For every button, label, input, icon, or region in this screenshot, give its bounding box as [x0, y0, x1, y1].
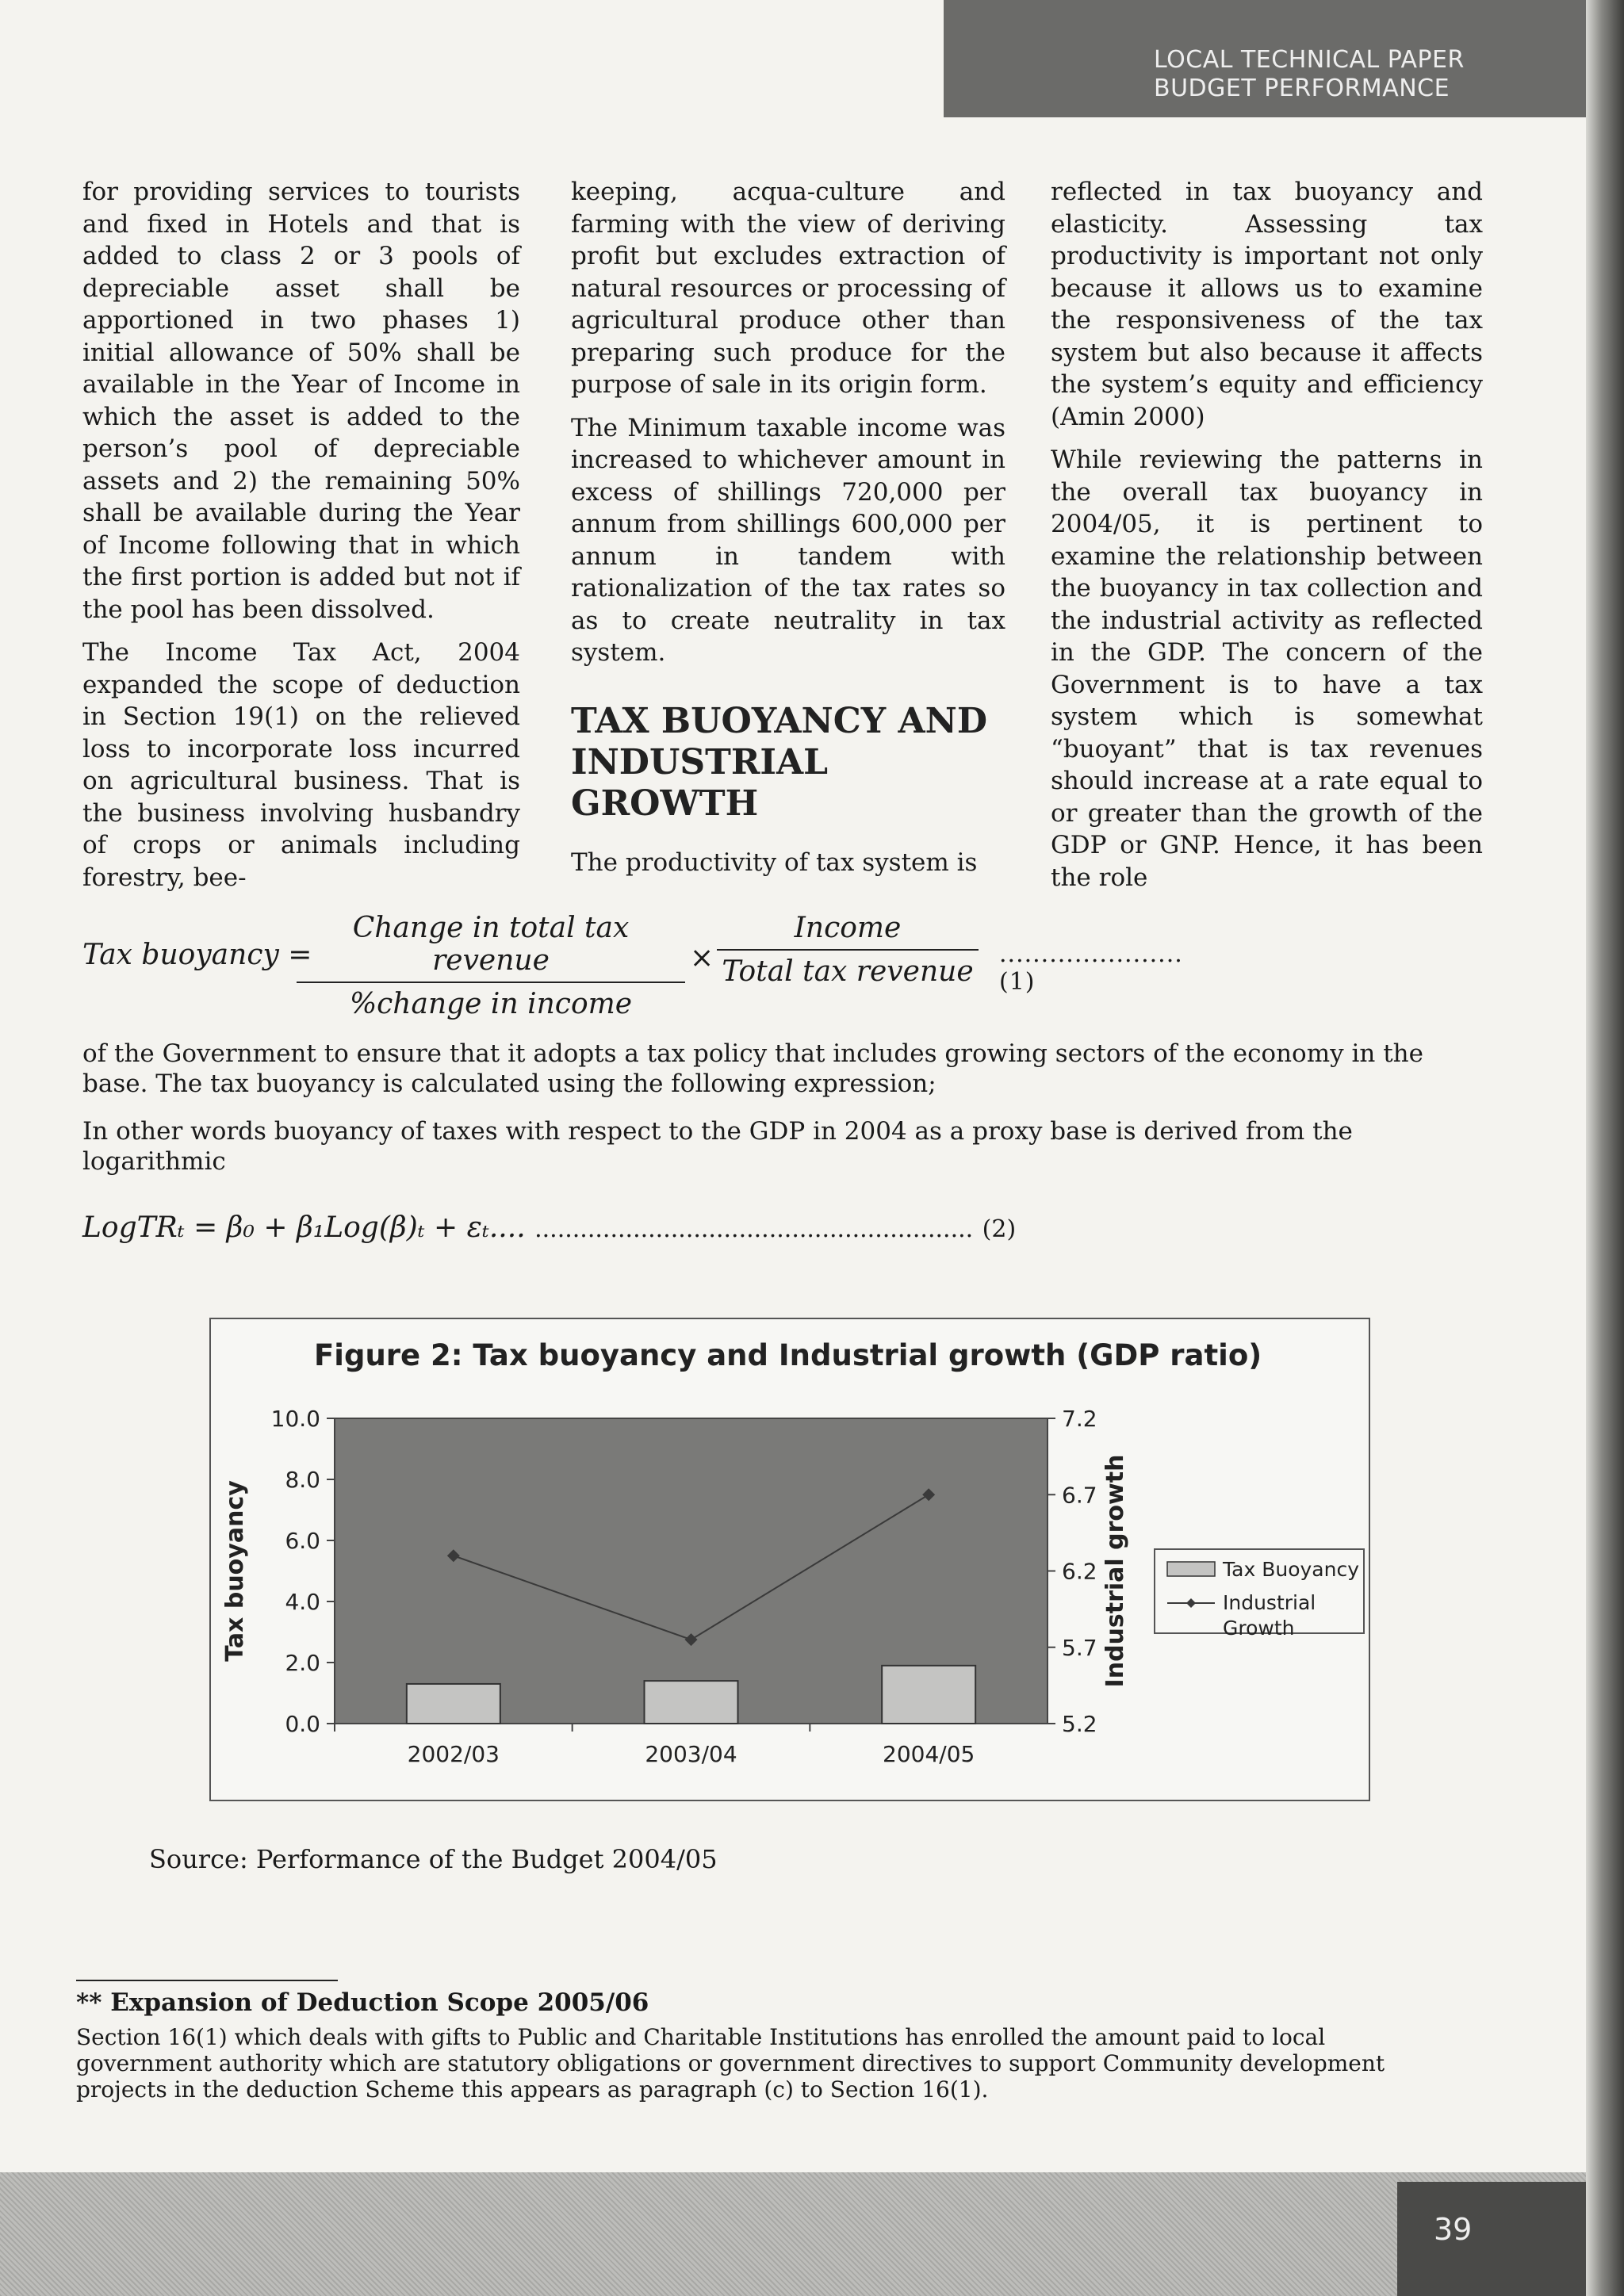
legend-bar-swatch	[1167, 1562, 1215, 1576]
y-tick-label-2: 4.0	[285, 1589, 320, 1615]
y2-tick-label-4: 7.2	[1062, 1406, 1097, 1432]
col3-paragraph-1: reflected in tax buoyancy and elasticity. Assessing tax productivity is important not only because it allows us to examine the responsiveness of the tax system but also because it affects the system’s equity and efficiency (Amin 2000)	[1051, 178, 1483, 431]
equation-1-numerator-2: Income	[717, 912, 979, 951]
col1-paragraph-1: for providing services to tourists and fixed in Hotels and that is added to class 2 or 3 pools of depreciable asset shall be apportioned in two phases 1) initial allowance of 50% shall be available in the Year of Income in which the asset is added to the person’s pool of depreciable assets and 2) the remaining 50% shall be available during the Year of Income following that in which the first portion is added but not if the pool has been dissolved.	[82, 178, 520, 624]
header-line-1: LOCAL TECHNICAL PAPER	[1154, 46, 1465, 74]
y2-tick-label-1: 5.7	[1062, 1634, 1097, 1661]
equation-2-dots: ..........................................................	[534, 1215, 974, 1243]
y2-tick-label-3: 6.7	[1062, 1482, 1097, 1509]
equation-1-times: ×	[690, 942, 714, 974]
y-tick-label-1: 2.0	[285, 1650, 320, 1676]
equation-1	[82, 912, 1208, 1020]
y-tick-label-5: 10.0	[270, 1406, 320, 1432]
y2-tick-label-2: 6.2	[1062, 1558, 1097, 1585]
equation-1-numerator-1: Change in total tax revenue	[297, 912, 685, 983]
page-number: 39	[1434, 2212, 1473, 2247]
col2-paragraph-2: The Minimum taxable income was increased to whichever amount in excess of shillings 720,000 per annum from shillings 600,000 per annum in tandem with rationalization of the tax rates so as to create neutrality in tax system.	[571, 413, 1005, 667]
equation-1-leader	[999, 940, 1208, 996]
equation-1-lhs: Tax buoyancy =	[82, 939, 312, 971]
equation-2	[82, 1211, 1016, 1244]
running-header	[1154, 46, 1503, 103]
footer-band	[0, 2172, 1586, 2296]
chart-canvas	[211, 1319, 1369, 1800]
page-number-box	[1397, 2182, 1586, 2296]
tax-buoyancy-bar-2	[882, 1666, 975, 1724]
column-2	[571, 176, 1005, 890]
chart-title: Figure 2: Tax buoyancy and Industrial growth (GDP ratio)	[314, 1338, 1262, 1372]
equation-2-expression: LogTRₜ = β₀ + β₁Log(β)ₜ + εₜ....	[82, 1211, 526, 1244]
column-1	[82, 176, 520, 905]
equation-2-number: (2)	[982, 1215, 1017, 1243]
y-tick-label-4: 8.0	[285, 1467, 320, 1493]
col2-paragraph-1: keeping, acqua-culture and farming with the view of deriving profit but excludes extraction of natural resources or processing of agricultural produce other than preparing such produce for the purpose of sale in its origin form.	[571, 178, 1005, 399]
equation-1-denominator-2: Total tax revenue	[722, 955, 974, 988]
col3-paragraph-2: While reviewing the patterns in the overall tax buoyancy in 2004/05, it is pertinent to examine the relationship between the buoyancy in tax collection and the industrial activity as reflected in the GDP. The concern of the Government is to have a tax system which is somewhat “buoyant” that is tax revenues should increase at a rate equal to or greater than the growth of the GDP or GNP. Hence, it has been the role	[1051, 446, 1483, 892]
header-line-2: BUDGET PERFORMANCE	[1154, 75, 1450, 102]
y2-tick-label-0: 5.2	[1062, 1711, 1097, 1737]
body-paragraph-1: of the Government to ensure that it adopts a tax policy that includes growing sectors of the economy in the base. The tax buoyancy is calculated using the following expression;	[82, 1039, 1423, 1098]
equation-1-fraction-1	[297, 912, 685, 1020]
equation-1-fraction-2	[717, 912, 979, 988]
equation-1-denominator-1: %change in income	[349, 988, 633, 1020]
equation-1-number: (1)	[999, 968, 1036, 996]
x-tick-label-1: 2003/04	[645, 1741, 737, 1767]
tax-buoyancy-bar-0	[407, 1684, 500, 1724]
page-binding-edge	[1586, 0, 1624, 2296]
y2-axis-label: Industrial growth	[1101, 1454, 1129, 1688]
footnote-rule	[76, 1980, 338, 1981]
y-tick-label-3: 6.0	[285, 1528, 320, 1554]
body-paragraph-2: In other words buoyancy of taxes with respect to the GDP in 2004 as a proxy base is derived from the logarithmic	[82, 1117, 1353, 1176]
footnote-title: ** Expansion of Deduction Scope 2005/06	[76, 1988, 649, 2017]
col2-paragraph-3: The productivity of tax system is	[571, 848, 978, 877]
figure-source: Source: Performance of the Budget 2004/05	[149, 1844, 718, 1874]
equation-1-dots: ......................	[999, 940, 1183, 968]
section-heading: TAX BUOYANCY AND INDUSTRIAL GROWTH	[571, 700, 988, 824]
col1-paragraph-2: The Income Tax Act, 2004 expanded the scope of deduction in Section 19(1) on the relieved loss to incorporate loss incurred on agricultural business. That is the business involving husbandry of crops or animals including forestry, bee-	[82, 638, 520, 892]
legend-line-label-1: Industrial	[1223, 1591, 1316, 1614]
legend-line-label-2: Growth	[1223, 1617, 1295, 1640]
y-tick-label-0: 0.0	[285, 1711, 320, 1737]
tax-buoyancy-bar-1	[645, 1681, 738, 1724]
figure-2-chart	[209, 1318, 1370, 1801]
x-tick-label-2: 2004/05	[883, 1741, 975, 1767]
y-axis-label: Tax buoyancy	[221, 1480, 249, 1662]
footnote-body: Section 16(1) which deals with gifts to Public and Charitable Institutions has enrolled the amount paid to local government authority which are statutory obligations or government directives to support Community development projects in the deduction Scheme this appears as paragraph (c) to Section 16(1).	[76, 2024, 1385, 2103]
legend-bar-label: Tax Buoyancy	[1223, 1558, 1359, 1581]
x-tick-label-0: 2002/03	[407, 1741, 500, 1767]
column-3	[1051, 176, 1483, 905]
